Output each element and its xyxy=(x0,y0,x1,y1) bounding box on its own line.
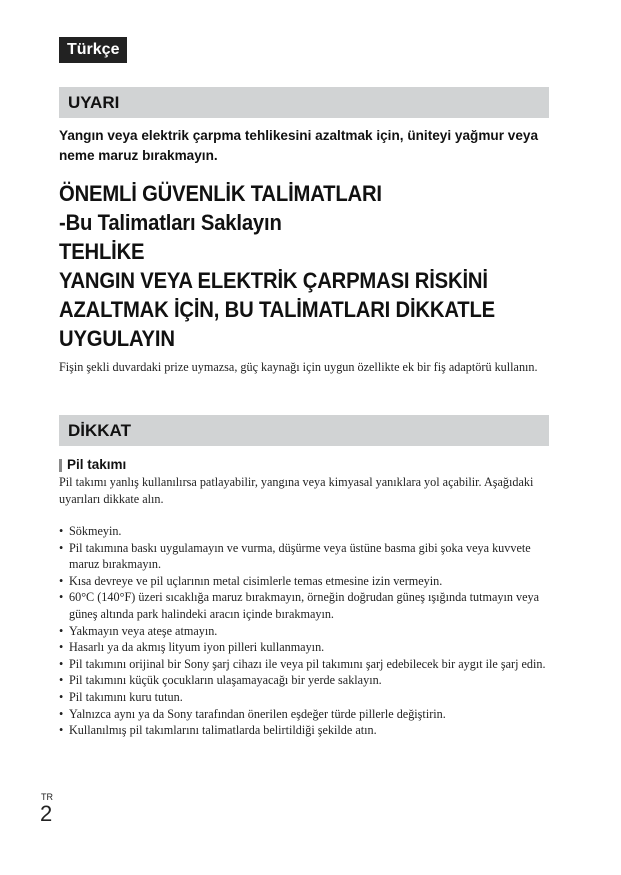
bullet-icon: • xyxy=(59,540,64,555)
safety-heading-line: UYGULAYIN xyxy=(59,326,175,351)
bullet-icon: • xyxy=(59,673,64,688)
bullet-icon: • xyxy=(59,689,64,704)
dikkat-section-heading: DİKKAT xyxy=(59,415,549,446)
safety-heading-line: TEHLİKE xyxy=(59,239,145,264)
list-item-text: Pil takımını küçük çocukların ulaşamayacağı bir yerde saklayın. xyxy=(69,673,382,688)
language-tab: Türkçe xyxy=(59,37,127,63)
list-item-text: Kullanılmış pil takımlarını talimatlarda belirtildiği şekilde atın. xyxy=(69,723,377,738)
safety-heading-line: -Bu Talimatları Saklayın xyxy=(59,210,282,235)
bullet-icon: • xyxy=(59,656,64,671)
list-item-text: 60°C (140°F) üzeri sıcaklığa maruz bırakmayın, örneğin doğrudan güneş ışığında tutmayın veya güneş altında park halindeki aracın içinde bırakmayın. xyxy=(69,590,540,621)
battery-pack-subheading-label: Pil takımı xyxy=(67,457,127,472)
list-item xyxy=(59,672,551,689)
uyari-warning-text: Yangın veya elektrik çarpma tehlikesini azaltmak için, üniteyi yağmur veya neme maruz bırakmayın. xyxy=(59,128,539,163)
bullet-icon: • xyxy=(59,590,64,605)
battery-pack-subheading xyxy=(59,457,126,473)
bullet-icon: • xyxy=(59,723,64,738)
bullet-icon: • xyxy=(59,623,64,638)
list-item-text: Pil takımını kuru tutun. xyxy=(69,689,183,704)
list-item xyxy=(59,623,551,640)
safety-heading-line: ÖNEMLİ GÜVENLİK TALİMATLARI xyxy=(59,181,382,206)
list-item-text: Pil takımını orijinal bir Sony şarj cihazı ile veya pil takımını şarj edebilecek bir aygıt ile şarj edin. xyxy=(69,656,546,671)
bullet-icon: • xyxy=(59,524,64,538)
list-item-text: Kısa devreye ve pil uçlarının metal cisimlerle temas etmesine izin vermeyin. xyxy=(69,573,443,588)
uyari-section-heading: UYARI xyxy=(59,87,549,118)
list-item xyxy=(59,540,551,573)
list-item-text: Yalnızca aynı ya da Sony tarafından önerilen eşdeğer türde pillerle değiştirin. xyxy=(69,706,446,721)
list-item xyxy=(59,589,551,622)
list-item-text: Yakmayın veya ateşe atmayın. xyxy=(69,623,218,638)
list-item-text: Hasarlı ya da akmış lityum iyon pilleri kullanmayın. xyxy=(69,640,325,655)
bullet-icon: • xyxy=(59,706,64,721)
battery-pack-intro: Pil takımı yanlış kullanılırsa patlayabilir, yangına veya kimyasal yanıklara yol açabilir. Aşağıdaki uyarıları dikkate alın. xyxy=(59,475,534,506)
list-item xyxy=(59,523,551,540)
list-item xyxy=(59,656,551,673)
list-item-text: Sökmeyin. xyxy=(69,524,122,538)
safety-heading-line: AZALTMAK İÇİN, BU TALİMATLARI DİKKATLE xyxy=(59,297,495,322)
bullet-icon: • xyxy=(59,640,64,655)
page-language-code: TR xyxy=(41,792,53,802)
subheading-marker xyxy=(59,459,62,472)
list-item xyxy=(59,639,551,656)
list-item xyxy=(59,722,551,739)
safety-heading-line: YANGIN VEYA ELEKTRİK ÇARPMASI RİSKİNİ xyxy=(59,268,488,293)
battery-warning-list xyxy=(59,523,551,739)
list-item-text: Pil takımına baskı uygulamayın ve vurma, düşürme veya üstüne basma gibi şoka veya kuvvete maruz bırakmayın. xyxy=(69,540,531,572)
list-item xyxy=(59,706,551,723)
list-item xyxy=(59,689,551,706)
plug-adaptor-note: Fişin şekli duvardaki prize uymazsa, güç kaynağı için uygun özellikte ek bir fiş adaptörü kullanın. xyxy=(59,360,538,374)
page-number: 2 xyxy=(40,801,53,826)
safety-instructions-heading xyxy=(59,179,559,353)
list-item xyxy=(59,573,551,590)
bullet-icon: • xyxy=(59,573,64,588)
